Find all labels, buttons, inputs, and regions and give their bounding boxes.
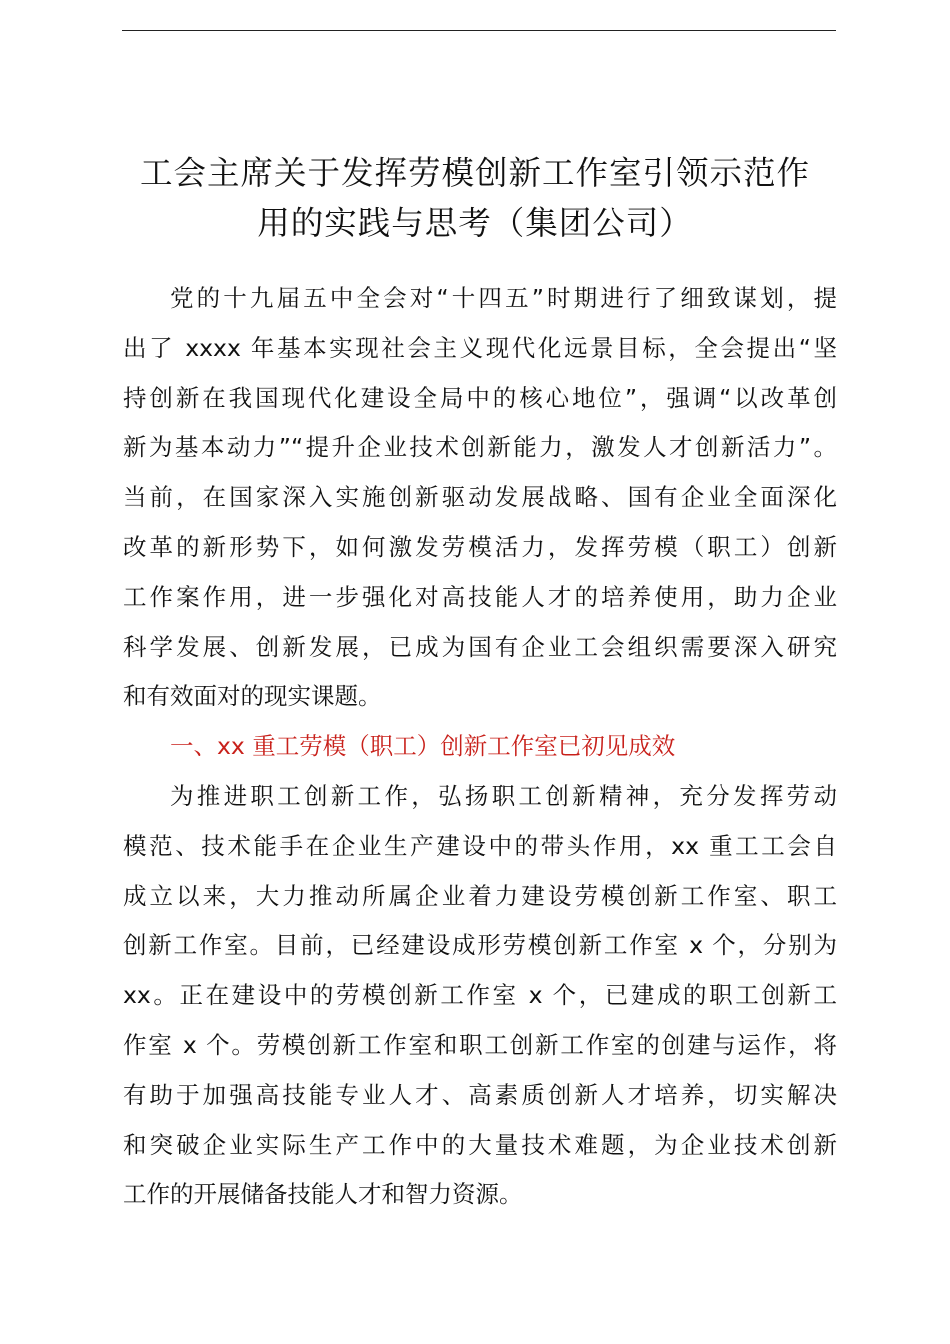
text-line: 为推进职工创新工作，弘扬职工创新精神，充分发挥劳动	[170, 781, 837, 810]
header-rule	[122, 30, 836, 31]
title-line: 用的实践与思考（集团公司）	[257, 204, 693, 242]
section-heading: 一、xx 重工劳模（职工）创新工作室已初见成效	[170, 732, 676, 761]
text-line: 成立以来，大力推动所属企业着力建设劳模创新工作室、职工	[123, 881, 837, 910]
text-line: xx。正在建设中的劳模创新工作室 x 个，已建成的职工创新工	[123, 981, 837, 1010]
text-line: 改革的新形势下，如何激发劳模活力，发挥劳模（职工）创新	[123, 532, 837, 561]
text-line: 和突破企业实际生产工作中的大量技术难题，为企业技术创新	[123, 1130, 837, 1159]
text-line: 科学发展、创新发展，已成为国有企业工会组织需要深入研究	[123, 632, 837, 661]
text-line: 工作案作用，进一步强化对高技能人才的培养使用，助力企业	[123, 582, 837, 611]
text-line: 作室 x 个。劳模创新工作室和职工创新工作室的创建与运作，将	[123, 1030, 837, 1059]
title-line: 工会主席关于发挥劳模创新工作室引领示范作	[139, 154, 810, 192]
text-line: 党的十九届五中全会对“十四五”时期进行了细致谋划，提	[170, 284, 837, 312]
text-line: 工作的开展储备技能人才和智力资源。	[123, 1180, 523, 1209]
text-line: 创新工作室。目前，已经建设成形劳模创新工作室 x 个，分别为	[123, 931, 837, 960]
text-line: 出了 xxxx 年基本实现社会主义现代化远景目标，全会提出“坚	[123, 333, 837, 362]
text-line: 新为基本动力”“提升企业技术创新能力，激发人才创新活力”。	[123, 433, 837, 462]
text-line: 模范、技术能手在企业生产建设中的带头作用，xx 重工工会自	[123, 831, 837, 860]
document-body	[123, 274, 837, 1220]
text-line: 持创新在我国现代化建设全局中的核心地位”，强调“以改革创	[123, 383, 837, 412]
section-paragraph	[123, 772, 837, 1220]
text-line: 和有效面对的现实课题。	[123, 682, 382, 711]
text-line: 当前，在国家深入实施创新驱动发展战略、国有企业全面深化	[123, 483, 837, 512]
intro-paragraph	[123, 274, 837, 722]
text-line: 有助于加强高技能专业人才、高素质创新人才培养，切实解决	[123, 1080, 837, 1109]
document-title	[100, 148, 850, 248]
